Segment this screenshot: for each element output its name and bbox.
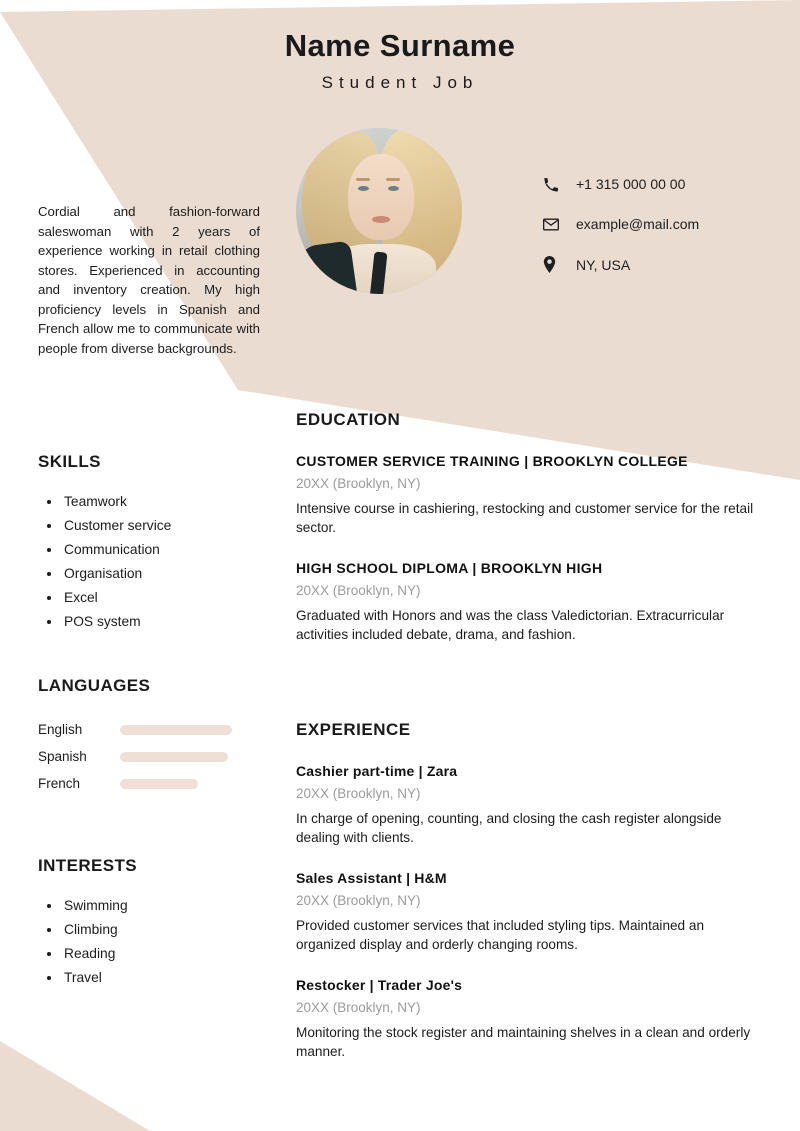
interest-item: Swimming <box>38 894 260 918</box>
education-entry-date: 20XX (Brooklyn, NY) <box>296 583 421 598</box>
photo-jacket <box>296 240 358 294</box>
interests-section <box>38 856 260 990</box>
experience-entries <box>296 763 764 1061</box>
interest-item: Reading <box>38 942 260 966</box>
language-name: Spanish <box>38 749 87 764</box>
experience-entry-title: Sales Assistant | H&M <box>296 870 447 886</box>
contact-value-phone: +1 315 000 00 00 <box>576 176 686 192</box>
language-level-bar <box>120 752 228 762</box>
education-entry <box>296 453 764 537</box>
experience-entry <box>296 870 764 954</box>
skills-section <box>38 452 260 634</box>
experience-entry-description: In charge of opening, counting, and closing the cash register alongside dealing with clients. <box>296 811 722 845</box>
contact-value-email: example@mail.com <box>576 216 700 232</box>
education-entry-title: HIGH SCHOOL DIPLOMA | BROOKLYN HIGH <box>296 560 603 576</box>
language-name: French <box>38 776 81 791</box>
avatar <box>296 128 462 294</box>
language-level-bar <box>120 779 198 789</box>
photo-eye-right <box>388 186 399 191</box>
phone-icon <box>543 177 565 192</box>
experience-entry-date: 20XX (Brooklyn, NY) <box>296 893 421 908</box>
interest-item: Climbing <box>38 918 260 942</box>
contact-block <box>543 176 699 297</box>
photo-eye-left <box>358 186 369 191</box>
languages-list <box>38 716 268 797</box>
language-row <box>38 743 268 770</box>
contact-row-email[interactable] <box>543 216 699 232</box>
education-entries <box>296 453 764 644</box>
languages-section <box>38 676 268 797</box>
languages-heading: LANGUAGES <box>38 676 151 695</box>
photo-brow-left <box>356 178 370 181</box>
experience-entry-title: Restocker | Trader Joe's <box>296 977 463 993</box>
education-entry <box>296 560 764 644</box>
language-level-bar <box>120 725 232 735</box>
photo-lips <box>372 216 390 223</box>
education-heading: EDUCATION <box>296 410 401 429</box>
education-entry-description: Graduated with Honors and was the class Valedictorian. Extracurricular activities included debate, drama, and fashion. <box>296 608 725 642</box>
experience-heading: EXPERIENCE <box>296 720 411 739</box>
page-title: Name Surname <box>284 28 516 63</box>
language-row <box>38 770 268 797</box>
profile-summary: Cordial and fashion-forward saleswoman with 2 years of experience working in retail clothing stores. Experienced in accounting and inventory creation. My high proficiency levels in Spanish and French allow me to communicate with people from diverse backgrounds. <box>38 204 260 356</box>
skills-heading: SKILLS <box>38 452 101 471</box>
contact-row-location[interactable] <box>543 256 699 273</box>
experience-entry-description: Monitoring the stock register and maintaining shelves in a clean and orderly manner. <box>296 1025 751 1059</box>
experience-entry-description: Provided customer services that included styling tips. Maintained an organized display and orderly changing rooms. <box>296 918 705 952</box>
experience-entry-date: 20XX (Brooklyn, NY) <box>296 1000 421 1015</box>
job-role-subtitle: Student Job <box>321 73 479 92</box>
skill-item: Customer service <box>38 514 260 538</box>
education-section <box>296 410 764 644</box>
photo-brow-right <box>386 178 400 181</box>
interests-list <box>38 894 260 990</box>
skills-list <box>38 490 260 634</box>
experience-entry <box>296 977 764 1061</box>
skill-item: Communication <box>38 538 260 562</box>
language-name: English <box>38 722 83 737</box>
education-entry-description: Intensive course in cashiering, restocking and customer service for the retail sector. <box>296 501 754 535</box>
skill-item: POS system <box>38 610 260 634</box>
skill-item: Excel <box>38 586 260 610</box>
contact-value-location: NY, USA <box>576 256 631 273</box>
contact-row-phone[interactable] <box>543 176 699 192</box>
experience-entry <box>296 763 764 847</box>
experience-entry-date: 20XX (Brooklyn, NY) <box>296 786 421 801</box>
education-entry-date: 20XX (Brooklyn, NY) <box>296 476 421 491</box>
experience-section <box>296 720 764 1061</box>
resume-header <box>0 28 800 93</box>
envelope-icon <box>543 218 565 231</box>
skill-item: Teamwork <box>38 490 260 514</box>
interests-heading: INTERESTS <box>38 856 138 875</box>
photo-face <box>348 154 414 240</box>
location-pin-icon <box>543 256 565 273</box>
experience-entry-title: Cashier part-time | Zara <box>296 763 458 779</box>
education-entry-title: CUSTOMER SERVICE TRAINING | BROOKLYN COLLEGE <box>296 453 688 469</box>
interest-item: Travel <box>38 966 260 990</box>
language-row <box>38 716 268 743</box>
skill-item: Organisation <box>38 562 260 586</box>
